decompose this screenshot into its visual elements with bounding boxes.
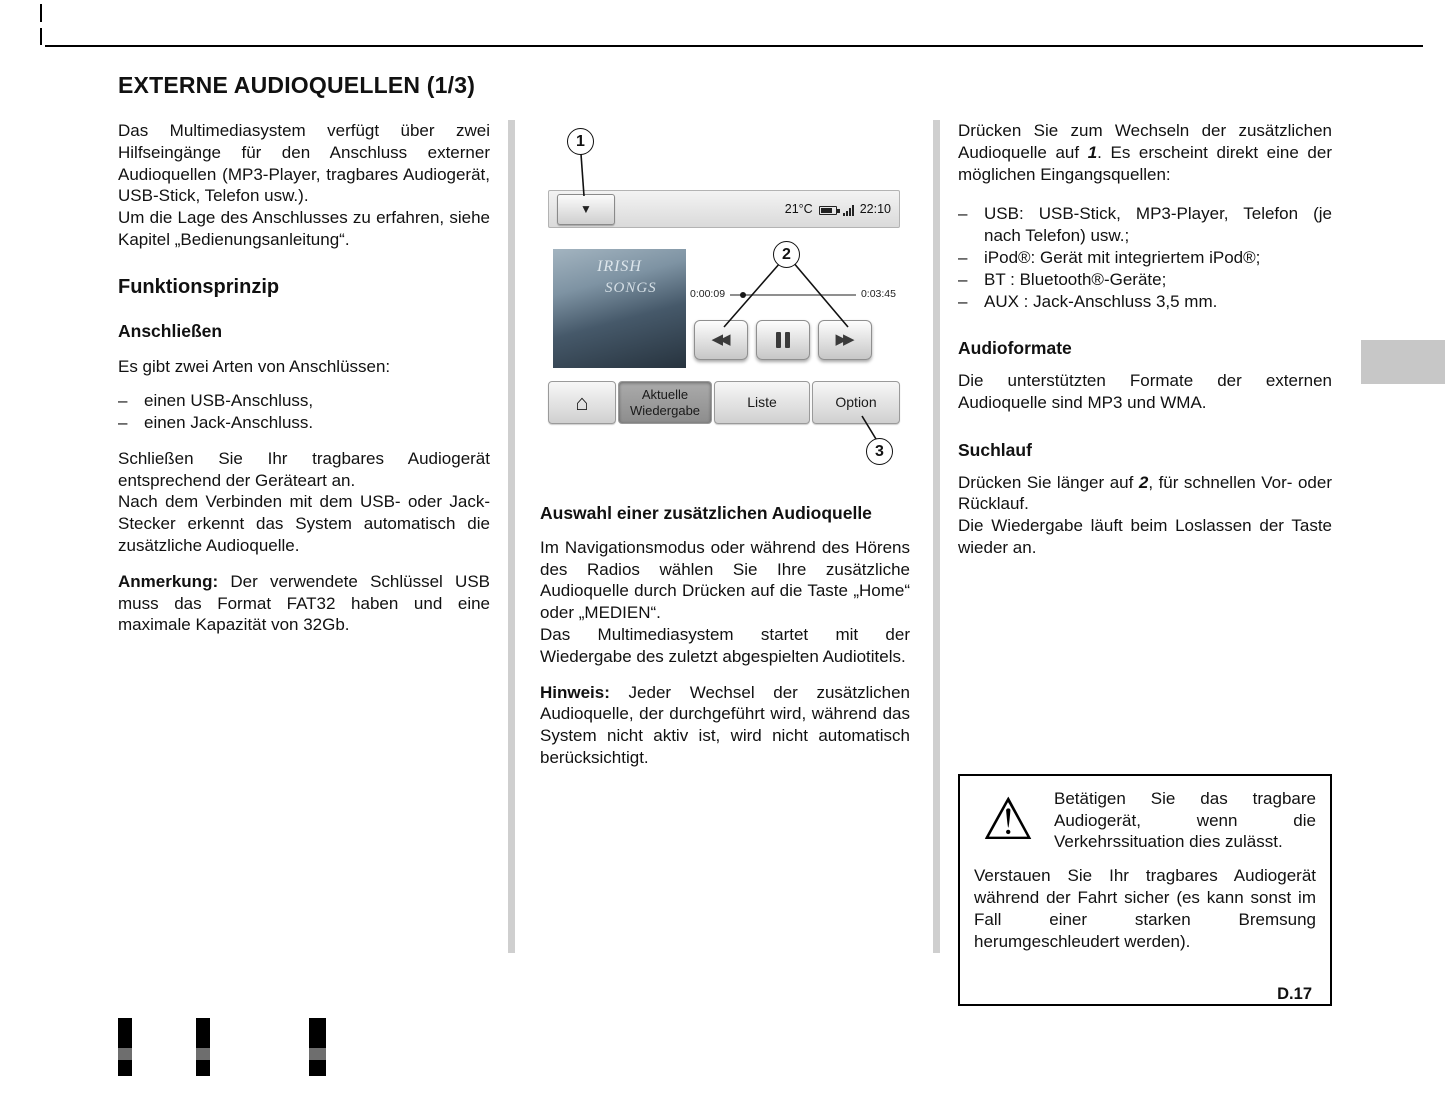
list-item: – einen USB-Anschluss, bbox=[118, 391, 314, 411]
warning-icon: ⚠ bbox=[982, 786, 1034, 852]
chevron-down-icon: ▼ bbox=[580, 201, 592, 216]
dash-bullet: – bbox=[958, 269, 968, 289]
warning-paragraph: Betätigen Sie das tragbare Audiogerät, wenn die Verkehrssituation dies zulässt. bbox=[1054, 788, 1316, 852]
dash-bullet: – bbox=[958, 291, 968, 311]
total-time: 0:03:45 bbox=[860, 288, 896, 301]
note-paragraph: Anmerkung: Der verwendete Schlüssel USB muss das Format FAT32 haben und eine maximale Kapazität von 32Gb. bbox=[118, 571, 490, 635]
warning-paragraph: Verstauen Sie Ihr tragbares Audiogerät während der Fahrt sicher (es kann sonst im Fall einer starken Bremsung herumgeschleudert werden). bbox=[974, 866, 1316, 951]
list-item: – einen Jack-Anschluss. bbox=[118, 412, 314, 432]
clock-label: 22:10 bbox=[859, 202, 891, 217]
heading-anschliessen: Anschließen bbox=[118, 320, 223, 341]
paragraph: Die unterstützten Formate der externen Audioquelle sind MP3 und WMA. bbox=[958, 371, 1332, 412]
tab-liste: Liste bbox=[714, 381, 810, 424]
section-tab-marker bbox=[1361, 340, 1445, 384]
rewind-icon: ◀◀ bbox=[711, 331, 727, 349]
paragraph: Nach dem Verbinden mit dem USB- oder Jack-Stecker erkennt das System automatisch die zusätzliche Audioquelle. bbox=[118, 492, 490, 555]
registration-mark bbox=[40, 28, 42, 45]
dash-bullet: – bbox=[958, 247, 968, 267]
registration-mark bbox=[309, 1018, 326, 1076]
temperature-label: 21°C bbox=[784, 202, 813, 217]
list-item: – AUX : Jack-Anschluss 3,5 mm. bbox=[958, 291, 1218, 311]
elapsed-time: 0:00:09 bbox=[690, 288, 726, 301]
paragraph: Im Navigationsmodus oder während des Hörens des Radios wählen Sie Ihre zusätzliche Audioquelle durch Drücken auf die Taste „Home“ oder „MEDIEN“. bbox=[540, 537, 910, 623]
column-right bbox=[958, 120, 1332, 1006]
paragraph: Es gibt zwei Arten von Anschlüssen: bbox=[118, 357, 391, 377]
heading-audioformate: Audioformate bbox=[958, 338, 1072, 359]
list-item: – iPod®: Gerät mit integriertem iPod®; bbox=[958, 247, 1261, 267]
hint-paragraph: Hinweis: Jeder Wechsel der zusätzlichen Audioquelle, der durchgeführt wird, während das System nicht aktiv ist, wird nicht automatisch berücksichtigt. bbox=[540, 682, 910, 767]
album-title: SONGS bbox=[605, 279, 657, 296]
safety-warning-box bbox=[958, 774, 1332, 1006]
dash-bullet: – bbox=[958, 204, 968, 224]
column-divider bbox=[508, 120, 515, 953]
paragraph: Drücken Sie zum Wechseln der zusätzlichen Audioquelle auf 1. Es erscheint direkt eine der möglichen Eingangsquellen: bbox=[958, 121, 1332, 184]
column-divider bbox=[933, 120, 940, 953]
tab-now-playing: Aktuelle Wiedergabe bbox=[618, 381, 712, 424]
registration-mark bbox=[40, 4, 42, 22]
paragraph: Das Multimediasystem startet mit der Wiedergabe des zuletzt abgespielten Audiotitels. bbox=[540, 624, 910, 666]
dash-bullet: – bbox=[118, 391, 128, 411]
paragraph: Das Multimediasystem verfügt über zwei Hilfseingänge für den Anschluss externer Audioquellen (MP3-Player, tragbares Audiogerät, USB-Stick, Telefon usw.). bbox=[118, 121, 490, 206]
tab-option: Option bbox=[812, 381, 900, 424]
dash-bullet: – bbox=[118, 412, 128, 432]
paragraph: Drücken Sie länger auf 2, für schnellen Vor- oder Rücklauf. bbox=[958, 472, 1333, 514]
list-item: – USB: USB-Stick, MP3-Player, Telefon (je nach Telefon) usw.; bbox=[958, 204, 1332, 246]
registration-mark bbox=[196, 1018, 210, 1076]
paragraph: Die Wiedergabe läuft beim Loslassen der Taste wieder an. bbox=[958, 516, 1332, 557]
source-list bbox=[958, 203, 1332, 312]
page-title: EXTERNE AUDIOQUELLEN (1/3) bbox=[118, 72, 476, 98]
callout-3: 3 bbox=[866, 438, 893, 465]
callout-reference-2: 2 bbox=[1138, 472, 1149, 492]
list-item: – BT : Bluetooth®-Geräte; bbox=[958, 269, 1167, 289]
heading-funktionsprinzip: Funktionsprinzip bbox=[118, 275, 280, 298]
registration-mark bbox=[118, 1018, 132, 1076]
paragraph: Schließen Sie Ihr tragbares Audiogerät entsprechend der Geräteart an. bbox=[118, 448, 490, 490]
heading-auswahl: Auswahl einer zusätzlichen Audioquelle bbox=[540, 503, 872, 523]
callout-1: 1 bbox=[567, 128, 594, 155]
callout-reference-1: 1 bbox=[1087, 142, 1098, 162]
top-rule bbox=[45, 45, 1423, 47]
paragraph: Um die Lage des Anschlusses zu erfahren, siehe Kapitel „Bedienungsanleitung“. bbox=[118, 208, 490, 249]
column-left bbox=[118, 120, 490, 636]
callout-lines bbox=[540, 120, 910, 476]
connection-list bbox=[118, 390, 490, 434]
page-number: D.17 bbox=[1277, 985, 1312, 1003]
album-title: IRISH bbox=[597, 258, 642, 275]
home-icon: ⌂ bbox=[575, 389, 589, 415]
fast-forward-icon: ▶▶ bbox=[835, 331, 851, 349]
callout-2: 2 bbox=[773, 241, 800, 268]
column-middle bbox=[540, 120, 910, 769]
heading-suchlauf: Suchlauf bbox=[958, 439, 1032, 460]
multimedia-screen-figure bbox=[540, 120, 910, 476]
